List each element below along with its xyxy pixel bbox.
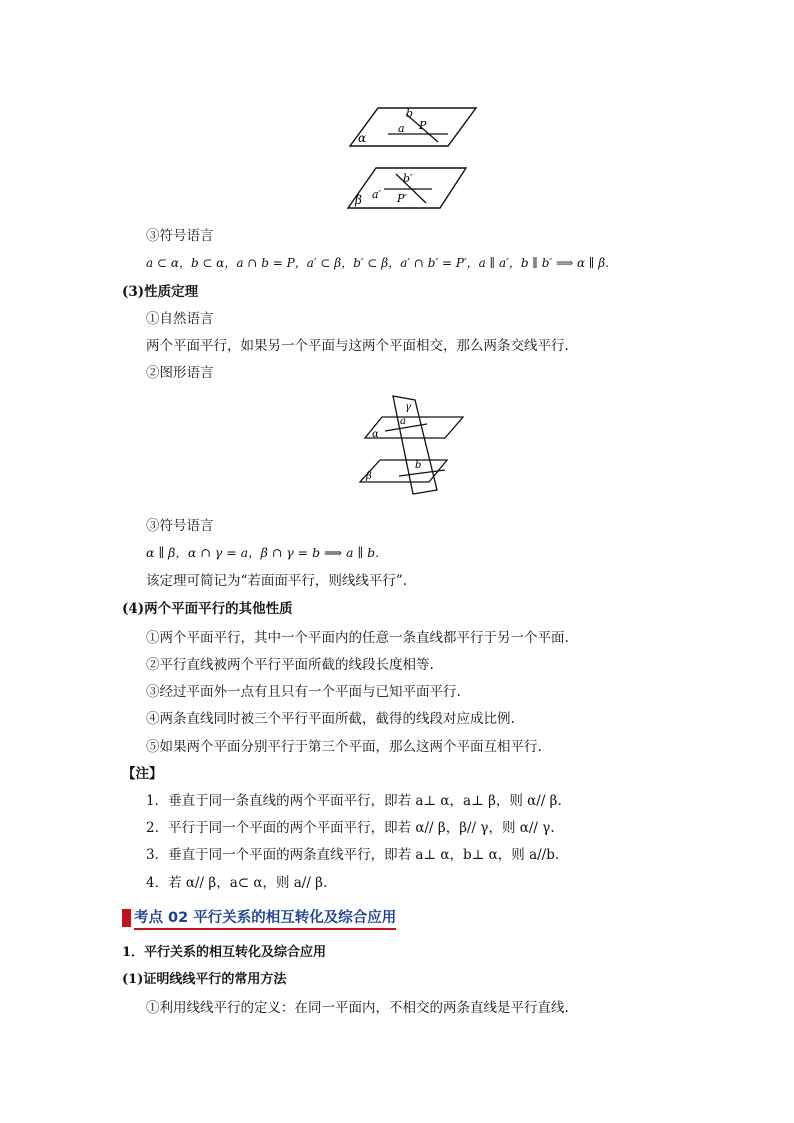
- property-summary: 该定理可简记为“若面面平行，则线线平行”.: [146, 573, 408, 589]
- fig2-label-gamma: γ: [405, 402, 411, 413]
- section-heading: [122, 907, 396, 929]
- other-property-4: ④两条直线同时被三个平行平面所截，截得的线段对应成比例.: [146, 711, 515, 727]
- property-symbol-formula: α ∥ β，α ∩ γ = a，β ∩ γ = b ⟹ a ∥ b.: [146, 545, 380, 560]
- subsection-1-1: (1)证明线线平行的常用方法: [122, 972, 287, 987]
- fig2-label-a: a: [400, 416, 406, 427]
- parallel-planes-figure: [340, 100, 480, 215]
- natural-language-label: ①自然语言: [146, 311, 214, 327]
- label-beta: β: [355, 193, 362, 207]
- label-alpha: α: [358, 131, 367, 145]
- label-P-prime: P′: [397, 192, 407, 205]
- other-property-5: ⑤如果两个平面分别平行于第三个平面，那么这两个平面互相平行.: [146, 739, 542, 755]
- fig2-label-beta: β: [366, 471, 372, 482]
- label-a-prime: a′: [372, 188, 382, 201]
- other-property-2: ②平行直线被两个平行平面所截的线段长度相等.: [146, 657, 434, 673]
- other-property-3: ③经过平面外一点有且只有一个平面与已知平面平行.: [146, 684, 461, 700]
- note-3: 3．垂直于同一个平面的两条直线平行，即若 a⊥ α，b⊥ α，则 a//b.: [146, 847, 560, 863]
- fig2-label-alpha: α: [372, 429, 379, 440]
- note-4: 4．若 α// β，a⊂ α，则 a// β.: [146, 875, 328, 891]
- property-theorem-heading: (3)性质定理: [122, 284, 199, 300]
- label-b: b: [406, 107, 414, 120]
- note-heading: 【注】: [122, 766, 163, 782]
- subsection-1: 1．平行关系的相互转化及综合应用: [122, 945, 327, 960]
- section-title: 考点 02 平行关系的相互转化及综合应用: [134, 906, 396, 930]
- note-2: 2．平行于同一个平面的两个平面平行，即若 α// β，β// γ，则 α// γ.: [146, 820, 555, 836]
- label-P: P: [419, 119, 427, 132]
- label-a: a: [398, 122, 405, 135]
- label-b-prime: b′: [403, 172, 413, 185]
- judgement-symbol-label: ③符号语言: [146, 228, 214, 244]
- note-1: 1．垂直于同一条直线的两个平面平行，即若 a⊥ α，a⊥ β，则 α// β.: [146, 793, 562, 809]
- other-property-1: ①两个平面平行，其中一个平面内的任意一条直线都平行于另一个平面.: [146, 630, 569, 646]
- graphic-language-label: ②图形语言: [146, 365, 214, 381]
- judgement-symbol-formula: a ⊂ α，b ⊂ α，a ∩ b = P，a′ ⊂ β，b′ ⊂ β，a′ ∩ b′ = P′，a ∥ a′，b ∥ b′ ⟹ α ∥ β.: [146, 256, 609, 270]
- section-marker: [122, 909, 131, 927]
- property-symbol-label: ③符号语言: [146, 518, 214, 534]
- natural-language-text: 两个平面平行，如果另一个平面与这两个平面相交，那么两条交线平行.: [146, 338, 569, 354]
- other-properties-heading: (4)两个平面平行的其他性质: [122, 601, 293, 617]
- subsection-1-1-item-1: ①利用线线平行的定义：在同一平面内，不相交的两条直线是平行直线.: [146, 1000, 569, 1016]
- fig2-label-b: b: [415, 460, 422, 471]
- plane-intersection-figure: [355, 390, 467, 502]
